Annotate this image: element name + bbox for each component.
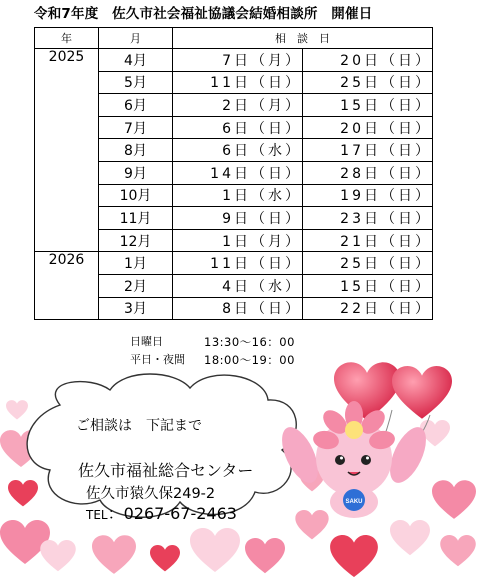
month-cell: 12月 xyxy=(99,229,173,252)
day-cell: 23日（日） xyxy=(303,207,433,230)
table-row xyxy=(35,116,433,139)
day-cell: 15日（日） xyxy=(303,274,433,297)
table-header-row xyxy=(35,28,433,49)
day-cell: 22日（日） xyxy=(303,297,433,320)
hours-label: 日曜日 xyxy=(130,335,163,348)
day-cell: 28日（日） xyxy=(303,161,433,184)
table-row xyxy=(35,207,433,230)
day-cell: 2日（月） xyxy=(173,94,303,117)
hours-time: 18:00～19：00 xyxy=(204,353,295,367)
month-cell: 7月 xyxy=(99,116,173,139)
day-cell: 19日（日） xyxy=(303,184,433,207)
day-cell: 14日（日） xyxy=(173,161,303,184)
day-cell: 15日（日） xyxy=(303,94,433,117)
month-cell: 4月 xyxy=(99,49,173,72)
contact-address: 佐久市猿久保249-2 xyxy=(86,486,216,502)
table-row xyxy=(35,274,433,297)
day-cell: 7日（月） xyxy=(173,49,303,72)
schedule-body xyxy=(35,49,433,320)
day-cell: 20日（日） xyxy=(303,49,433,72)
table-row xyxy=(35,94,433,117)
hours-time: 13:30～16：00 xyxy=(204,335,295,349)
month-cell: 5月 xyxy=(99,71,173,94)
year-cell: 2025 xyxy=(35,49,99,72)
day-cell: 11日（日） xyxy=(173,71,303,94)
table-row xyxy=(35,229,433,252)
table-row xyxy=(35,297,433,320)
year-cell xyxy=(35,161,99,184)
month-cell: 2月 xyxy=(99,274,173,297)
table-row xyxy=(35,139,433,162)
day-cell: 1日（水） xyxy=(173,184,303,207)
table-row xyxy=(35,184,433,207)
tel-icon: TEL xyxy=(86,508,108,522)
page-title: 令和7年度 佐久市社会福祉協議会結婚相談所 開催日 xyxy=(34,6,373,22)
header-month: 月 xyxy=(99,28,173,49)
table-row xyxy=(35,71,433,94)
month-cell: 11月 xyxy=(99,207,173,230)
year-cell xyxy=(35,71,99,94)
month-cell: 1月 xyxy=(99,252,173,275)
year-cell xyxy=(35,116,99,139)
header-days: 相 談 日 xyxy=(173,28,433,49)
header-year: 年 xyxy=(35,28,99,49)
year-cell xyxy=(35,274,99,297)
day-cell: 9日（日） xyxy=(173,207,303,230)
contact-intro: ご相談は 下記まで xyxy=(76,418,202,434)
month-cell: 3月 xyxy=(99,297,173,320)
day-cell: 25日（日） xyxy=(303,252,433,275)
day-cell: 1日（月） xyxy=(173,229,303,252)
hours-row-sunday xyxy=(130,333,370,351)
year-cell xyxy=(35,207,99,230)
year-cell xyxy=(35,94,99,117)
mascot-badge: SAKU xyxy=(345,499,363,505)
day-cell: 6日（水） xyxy=(173,139,303,162)
mascot-character xyxy=(275,401,434,518)
month-cell: 8月 xyxy=(99,139,173,162)
month-cell: 9月 xyxy=(99,161,173,184)
table-row xyxy=(35,49,433,72)
tel-number: ：0267-67-2463 xyxy=(107,504,237,523)
month-cell: 10月 xyxy=(99,184,173,207)
year-cell xyxy=(35,297,99,320)
contact-tel xyxy=(86,501,237,524)
year-cell: 2026 xyxy=(35,252,99,275)
day-cell: 8日（日） xyxy=(173,297,303,320)
year-cell xyxy=(35,184,99,207)
year-cell xyxy=(35,139,99,162)
table-row xyxy=(35,161,433,184)
year-cell xyxy=(35,229,99,252)
hours-label: 平日・夜間 xyxy=(130,353,185,366)
day-cell: 17日（日） xyxy=(303,139,433,162)
day-cell: 11日（日） xyxy=(173,252,303,275)
day-cell: 4日（水） xyxy=(173,274,303,297)
contact-org: 佐久市福祉総合センター xyxy=(78,461,254,480)
day-cell: 21日（日） xyxy=(303,229,433,252)
day-cell: 25日（日） xyxy=(303,71,433,94)
table-row xyxy=(35,252,433,275)
day-cell: 6日（日） xyxy=(173,116,303,139)
month-cell: 6月 xyxy=(99,94,173,117)
day-cell: 20日（日） xyxy=(303,116,433,139)
schedule-table xyxy=(34,27,433,320)
